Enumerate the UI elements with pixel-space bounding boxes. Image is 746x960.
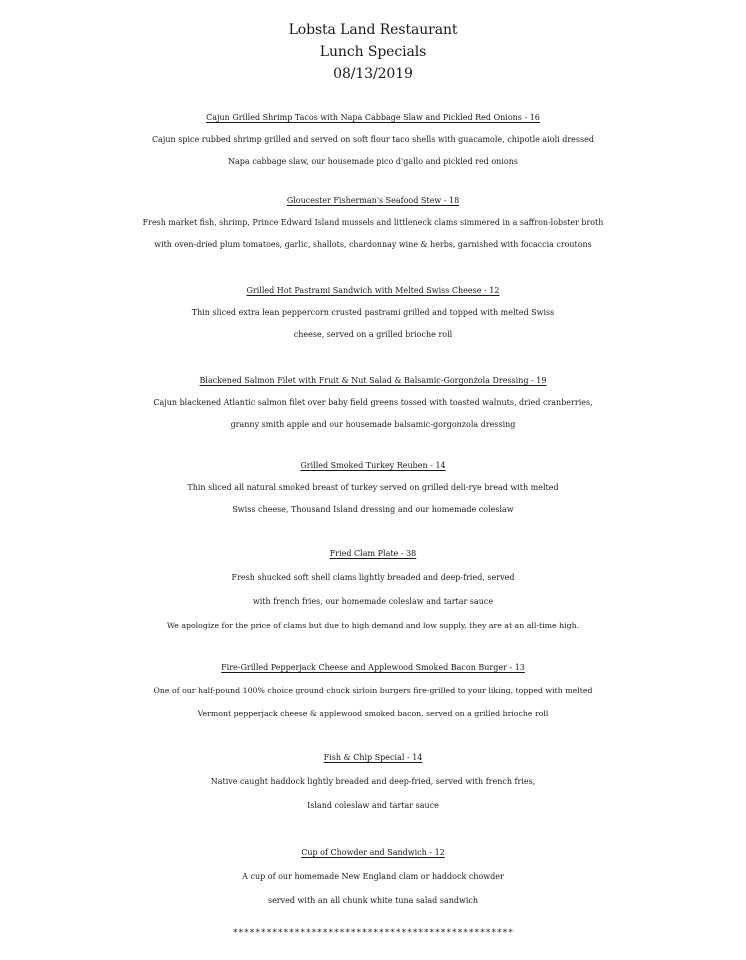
menu-item-title: Blackened Salmon Filet with Fruit & Nut Salad & Balsamic-Gorgonzola Dressing - 19 — [199, 376, 547, 385]
menu-item-description-line: Napa cabbage slaw, our housemade pico d'gallo and pickled red onions — [228, 157, 518, 166]
menu-item-description-line: with oven-dried plum tomatoes, garlic, shallots, chardonnay wine & herbs, garnished with focaccia croutons — [154, 240, 592, 249]
menu-item-title: Grilled Hot Pastrami Sandwich with Melted Swiss Cheese - 12 — [246, 286, 500, 295]
menu-item-description-line: cheese, served on a grilled brioche roll — [293, 330, 453, 339]
menu-item — [0, 841, 746, 913]
menu-item-description-line: granny smith apple and our housemade balsamic-gorgonzola dressing — [230, 420, 516, 429]
menu-item — [0, 370, 746, 436]
menu-item-description-line: A cup of our homemade New England clam or haddock chowder — [242, 872, 504, 881]
menu-item — [0, 455, 746, 521]
menu-item-description-line: Swiss cheese, Thousand Island dressing and our homemade coleslaw — [232, 505, 514, 514]
menu-subtitle: Lunch Specials — [319, 44, 427, 60]
restaurant-name: Lobsta Land Restaurant — [288, 22, 458, 38]
menu-item-title: Fire-Grilled Pepperjack Cheese and Applewood Smoked Bacon Burger - 13 — [221, 663, 525, 672]
menu-item-description-line: Fresh market fish, shrimp, Prince Edward Island mussels and littleneck clams simmered in a saffron-lobster broth — [142, 218, 604, 227]
menu-item — [0, 657, 746, 725]
menu-item — [0, 746, 746, 818]
menu-item-title: Fried Clam Plate - 38 — [329, 549, 417, 558]
menu-item-description-line: Vermont pepperjack cheese & applewood smoked bacon, served on a grilled brioche roll — [197, 709, 549, 718]
menu-item-description-line: Cajun spice rubbed shrimp grilled and served on soft flour taco shells with guacamole, chipotle aioli dressed — [152, 135, 594, 144]
menu-item-description-line: with french fries, our homemade coleslaw and tartar sauce — [252, 597, 494, 606]
menu-item-title: Cajun Grilled Shrimp Tacos with Napa Cabbage Slaw and Pickled Red Onions - 16 — [206, 113, 540, 122]
menu-item-description-line: Island coleslaw and tartar sauce — [307, 801, 439, 810]
menu-item-description-line: Thin sliced extra lean peppercorn crusted pastrami grilled and topped with melted Swiss — [191, 308, 555, 317]
menu-item — [0, 280, 746, 346]
footer-divider: ************************************************** — [232, 928, 514, 938]
menu-item-description-line: Native caught haddock lightly breaded and deep-fried, served with french fries, — [210, 777, 536, 786]
menu-item-description-line: served with an all chunk white tuna salad sandwich — [267, 896, 479, 905]
menu-item-description-line: Fresh shucked soft shell clams lightly breaded and deep-fried, served — [231, 573, 515, 582]
menu-item — [0, 190, 746, 256]
menu-item — [0, 107, 746, 173]
menu-item-title: Cup of Chowder and Sandwich - 12 — [301, 848, 445, 857]
menu-item-description-line: One of our half-pound 100% choice ground chuck sirloin burgers fire-grilled to your liking, topped with melted — [153, 686, 593, 695]
menu-item-description-line: Thin sliced all natural smoked breast of turkey served on grilled deli-rye bread with melted — [187, 483, 559, 492]
menu-date: 08/13/2019 — [333, 66, 413, 82]
menu-item — [0, 542, 746, 638]
menu-item-title: Gloucester Fisherman's Seafood Stew - 18 — [286, 196, 460, 205]
menu-item-notice-line: We apologize for the price of clams but due to high demand and low supply, they are at an all-time high. — [166, 621, 580, 630]
menu-item-title: Grilled Smoked Turkey Reuben - 14 — [300, 461, 446, 470]
menu-item-description-line: Cajun blackened Atlantic salmon filet over baby field greens tossed with toasted walnuts, dried cranberries, — [153, 398, 593, 407]
menu-item-title: Fish & Chip Special - 14 — [323, 753, 423, 762]
